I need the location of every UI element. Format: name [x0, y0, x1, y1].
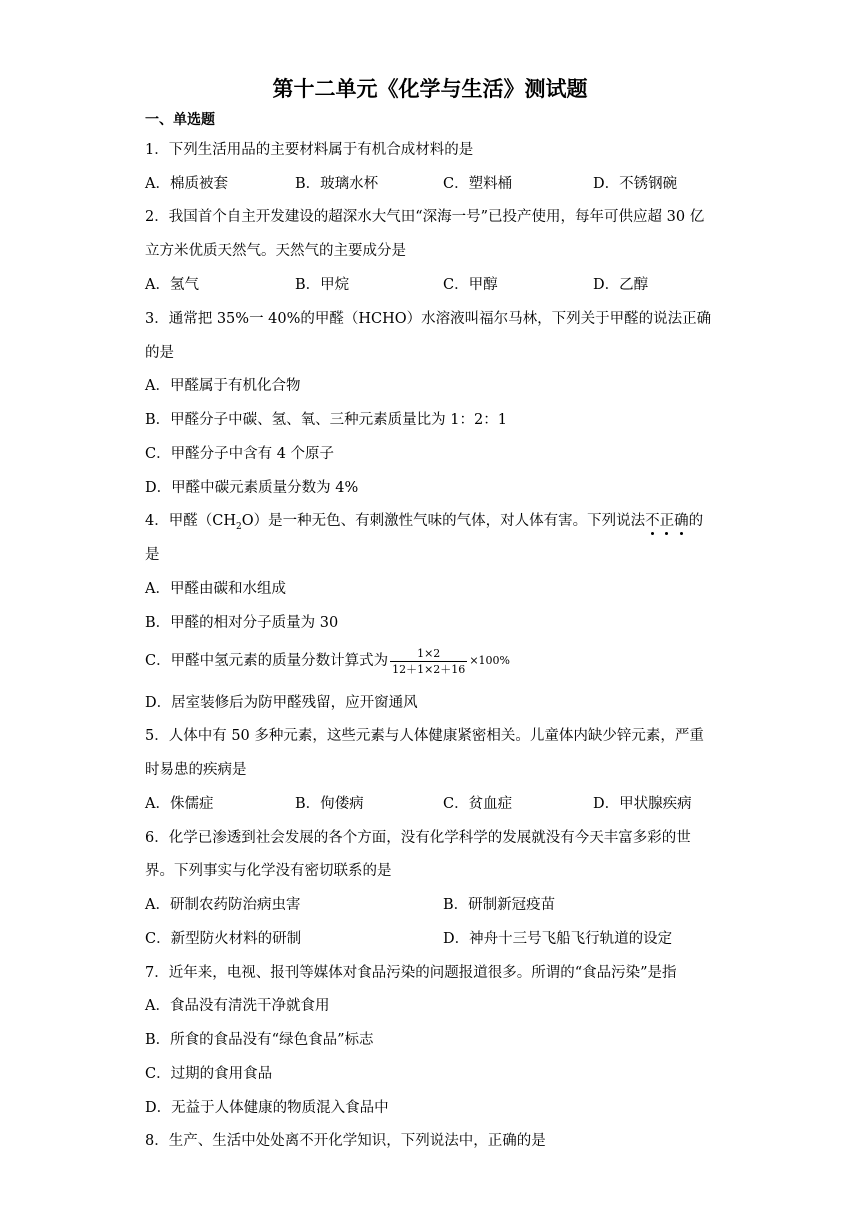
question-2-stem-line2: 立方米优质天然气。天然气的主要成分是: [145, 243, 406, 259]
question-6-stem-line2: 界。下列事实与化学没有密切联系的是: [145, 863, 392, 879]
question-3-option-d: D．甲醛中碳元素质量分数为 4%: [145, 480, 359, 496]
fraction-numerator: 1×2: [390, 647, 467, 662]
question-3-option-c: C．甲醛分子中含有 4 个原子: [145, 446, 335, 462]
option-d: D．甲状腺疾病: [593, 796, 692, 812]
question-3-stem-line1: 3．通常把 35%一 40%的甲醛（HCHO）水溶液叫福尔马林，下列关于甲醛的说法正确: [145, 311, 712, 327]
question-6-stem-line1: 6．化学已渗透到社会发展的各个方面，没有化学科学的发展就没有今天丰富多彩的世: [145, 830, 691, 846]
question-7-option-c: C．过期的食用食品: [145, 1066, 273, 1082]
emphasis-char: 正: [659, 513, 675, 529]
q4-stem-part-a: 4．甲醛（CH: [145, 513, 236, 529]
question-4-stem-line2: 是: [145, 547, 160, 563]
question-4-option-b: B．甲醛的相对分子质量为 30: [145, 615, 339, 631]
question-3-option-b: B．甲醛分子中碳、氢、氧、三种元素质量比为 1：2：1: [145, 412, 507, 428]
question-2-stem-line1: 2．我国首个自主开发建设的超深水大气田“深海一号”已投产使用，每年可供应超 30 亿: [145, 209, 705, 225]
question-1-stem: 1．下列生活用品的主要材料属于有机合成材料的是: [145, 142, 474, 158]
option-c: C．塑料桶: [443, 176, 513, 192]
option-c: C．新型防火材料的研制: [145, 931, 302, 947]
question-4-option-a: A．甲醛由碳和水组成: [145, 581, 286, 597]
page-title: 第十二单元《化学与生活》测试题: [272, 77, 588, 101]
emphasis-char: 不: [645, 513, 660, 529]
fraction-denominator: 12＋1×2＋16: [392, 662, 466, 676]
q4-stem-end: 的: [688, 513, 704, 529]
question-3-option-a: A．甲醛属于有机化合物: [145, 378, 301, 394]
option-c-text: C．甲醛中氢元素的质量分数计算式为: [145, 653, 389, 669]
question-7-option-b: B．所食的食品没有“绿色食品”标志: [145, 1032, 374, 1048]
question-7-option-a: A．食品没有清洗干净就食用: [145, 998, 330, 1014]
question-4-stem-line1: [145, 511, 725, 537]
option-b: B．玻璃水杯: [295, 176, 379, 192]
option-a: A．氢气: [145, 277, 199, 293]
option-a: A．研制农药防治病虫害: [145, 897, 301, 913]
option-c: C．甲醇: [443, 277, 498, 293]
question-5-stem-line1: 5．人体中有 50 多种元素，这些元素与人体健康紧密相关。儿童体内缺少锌元素，严重: [145, 728, 704, 744]
option-a: A．棉质被套: [145, 176, 228, 192]
question-8-stem: 8．生产、生活中处处离不开化学知识，下列说法中，正确的是: [145, 1133, 546, 1149]
question-3-stem-line2: 的是: [145, 345, 174, 361]
q4-subscript: 2: [235, 521, 242, 532]
option-b: B．佝偻病: [295, 796, 364, 812]
question-5-stem-line2: 时易患的疾病是: [145, 762, 247, 778]
q4-stem-part-b: O）是一种无色、有刺激性气味的气体，对人体有害。下列说法: [241, 513, 646, 529]
option-d: D．不锈钢碗: [593, 176, 678, 192]
question-7-stem: 7．近年来，电视、报刊等媒体对食品污染的问题报道很多。所谓的“食品污染”是指: [145, 965, 677, 981]
option-d: D．神舟十三号飞船飞行轨道的设定: [443, 931, 673, 947]
emphasis-char: 确: [674, 513, 689, 529]
option-b: B．甲烷: [295, 277, 350, 293]
option-b: B．研制新冠疫苗: [443, 897, 556, 913]
option-c: C．贫血症: [443, 796, 513, 812]
option-a: A．侏儒症: [145, 796, 214, 812]
section-heading: 一、单选题: [145, 112, 215, 128]
option-d: D．乙醇: [593, 277, 649, 293]
percent-multiplier: ×100%: [469, 654, 510, 667]
question-7-option-d: D．无益于人体健康的物质混入食品中: [145, 1100, 389, 1116]
mass-fraction-formula: [390, 647, 467, 676]
question-4-option-c: [145, 646, 725, 676]
question-4-option-d: D．居室装修后为防甲醛残留，应开窗通风: [145, 695, 418, 711]
